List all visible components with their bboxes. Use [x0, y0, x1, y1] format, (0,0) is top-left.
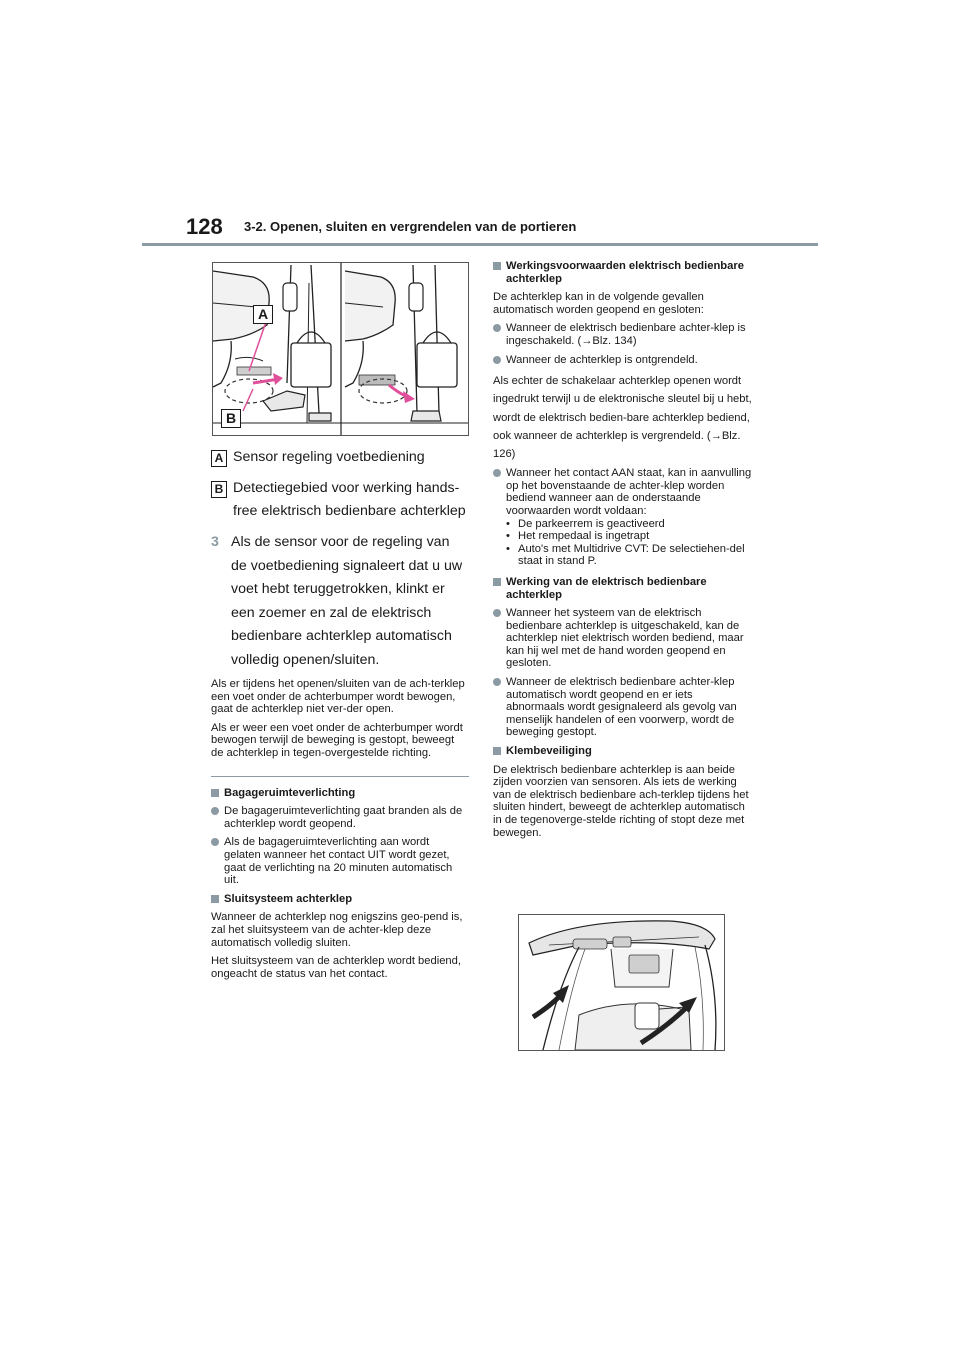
step-number: 3 — [211, 534, 219, 550]
step-3 — [211, 531, 469, 672]
caption-text-b: Detectiegebied voor werking hands-free elektrisch bedienbare achterklep — [233, 480, 466, 519]
pinch-paragraph: De elektrisch bedienbare achterklep is aan beide zijden voorzien van sensoren. Als iets de werking van de elektrisch bedienbare ach-terklep tijdens het sluiten hindert, beweegt de achterklep automatisch in de tegenoverge-stelde richting of stopt deze met bewegen. — [493, 763, 749, 839]
foot-sensor-drawing — [213, 263, 468, 435]
conditions-intro: De achterklep kan in de volgende gevallen automatisch worden geopend en gesloten: — [493, 291, 704, 316]
round-bullet-icon — [493, 469, 501, 477]
list-item: Wanneer de elektrisch bedienbare achter-klep automatisch wordt geopend en er iets abnormaals wordt gesignaleerd als gevolg van menselijk handelen of een voorwerp, wordt de beweging gestopt. — [493, 676, 753, 739]
round-bullet-icon — [493, 678, 501, 686]
list-item: Wanneer het systeem van de elektrisch bedienbare achterklep is uitgeschakeld, kan de achterklep niet elektrisch worden bediend, maar kan hij wel met de hand worden geopend en gesloten. — [493, 607, 753, 670]
heading-lighting: Bagageruimteverlichting — [211, 787, 469, 800]
round-bullet-icon — [211, 807, 219, 815]
heading-pinch-protection: Klembeveiliging — [493, 745, 753, 758]
round-bullet-icon — [493, 609, 501, 617]
round-bullet-icon — [493, 324, 501, 332]
left-column — [211, 446, 469, 986]
caption-label-b: B — [211, 481, 227, 498]
figure-label-a: A — [253, 305, 273, 324]
conditions-paragraph: Als echter de schakelaar achterklep openen wordt ingedrukt terwijl u de elektronische sleutel bij u hebt, wordt de elektrisch bedien-bare achterklep bediend, ook wanneer de achterklep is vergrendeld. (→Blz. 126) — [493, 375, 752, 460]
right-column — [493, 256, 753, 845]
list-item: Wanneer het contact AAN staat, kan in aanvulling op het bovenstaande de achter-klep worden bediend wanneer aan de onderstaande voorwaarden wordt voldaan: — [493, 467, 753, 517]
closing-paragraph: Het sluitsysteem van de achterklep wordt bediend, ongeacht de status van het contact. — [211, 955, 461, 980]
note-paragraph: Als er tijdens het openen/sluiten van de ach-terklep een voet onder de achterbumper wordt bewogen, gaat de achterklep niet ver-der open. — [211, 678, 465, 716]
list-item: Als de bagageruimteverlichting aan wordt gelaten wanneer het contact UIT wordt gezet, gaat de verlichting na 20 minuten automatisch uit. — [211, 836, 469, 886]
list-item: De bagageruimteverlichting gaat branden als de achterklep wordt geopend. — [211, 805, 469, 830]
sub-list-item: • Het rempedaal is ingetrapt — [506, 530, 650, 543]
heading-operation: Werking van de elektrisch bedienbare achterklep — [493, 576, 753, 601]
list-item: Wanneer de achterklep is ontgrendeld. — [493, 354, 753, 367]
heading-closing-system: Sluitsysteem achterklep — [211, 893, 469, 906]
square-bullet-icon — [211, 895, 219, 903]
section-divider — [211, 776, 469, 777]
tailgate-sensor-illustration — [518, 914, 725, 1051]
square-bullet-icon — [493, 747, 501, 755]
step-text: Als de sensor voor de regeling van de voetbediening signaleert dat u uw voet hebt teruggetrokken, klinkt er een zoemer en zal de elektrisch bedienbare achterklep automatisch volledig openen/sluiten. — [231, 534, 463, 668]
foot-sensor-illustration — [212, 262, 469, 436]
square-bullet-icon — [493, 262, 501, 270]
square-bullet-icon — [493, 578, 501, 586]
round-bullet-icon — [211, 838, 219, 846]
list-item: Wanneer de elektrisch bedienbare achter-klep is ingeschakeld. (→Blz. 134) — [493, 322, 753, 347]
section-title: 3-2. Openen, sluiten en vergrendelen van de portieren — [244, 219, 577, 234]
header-rule — [142, 243, 818, 246]
round-bullet-icon — [493, 356, 501, 364]
figure-label-b: B — [221, 409, 241, 428]
sub-list-item: • De parkeerrem is geactiveerd — [506, 517, 665, 530]
heading-conditions: Werkingsvoorwaarden elektrisch bedienbare achterklep — [493, 260, 753, 285]
caption-label-a: A — [211, 450, 227, 467]
caption-text-a: Sensor regeling voetbediening — [233, 449, 425, 465]
sub-list-item: • Auto's met Multidrive CVT: De selectiehen-del staat in stand P. — [506, 542, 745, 568]
note-paragraph: Als er weer een voet onder de achterbumper wordt bewogen terwijl de beweging is gestopt, beweegt de achterklep in tegen-overgestelde richting. — [211, 721, 463, 759]
tailgate-drawing — [519, 915, 724, 1050]
closing-paragraph: Wanneer de achterklep nog enigszins geo-pend is, zal het sluitsysteem van de achter-klep deze automatisch volledig sluiten. — [211, 911, 463, 949]
page-number: 128 — [186, 214, 223, 239]
square-bullet-icon — [211, 789, 219, 797]
caption-a — [211, 446, 469, 469]
caption-b — [211, 477, 469, 523]
